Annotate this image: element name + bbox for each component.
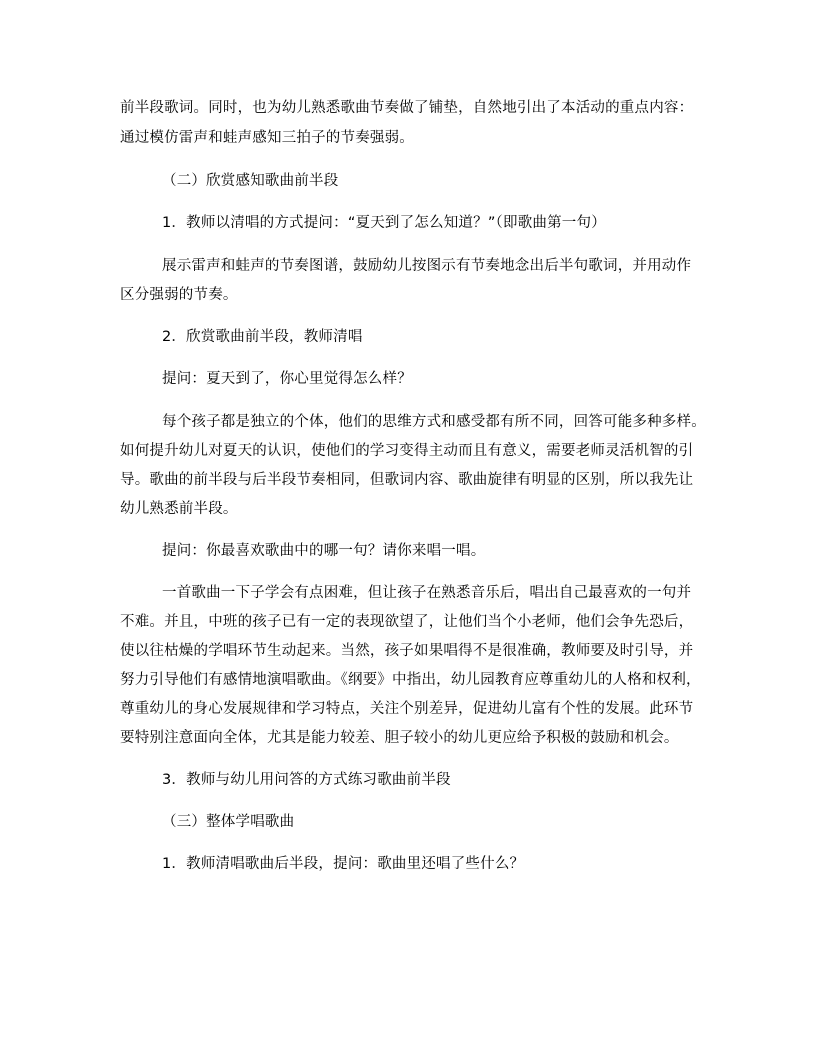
paragraph-line: 幼儿熟悉前半段。 xyxy=(120,501,238,517)
paragraph-line: 导。歌曲的前半段与后半段节奏相同，但歌词内容、歌曲旋律有明显的区别，所以我先让 xyxy=(120,472,694,488)
paragraph-line: 提问：夏天到了，你心里觉得怎么样？ xyxy=(162,371,412,387)
paragraph-line: 每个孩子都是独立的个体，他们的思维方式和感受都有所不同，回答可能多种多样。 xyxy=(162,414,706,430)
paragraph-line: 如何提升幼儿对夏天的认识，使他们的学习变得主动而且有意义，需要老师灵活机智的引 xyxy=(120,443,694,459)
paragraph-line: 1．教师清唱歌曲后半段，提问：歌曲里还唱了些什么？ xyxy=(162,856,525,872)
paragraph-line: 一首歌曲一下子学会有点困难，但让孩子在熟悉音乐后，唱出自己最喜欢的一句并 xyxy=(162,585,692,601)
paragraph-line: 使以往枯燥的学唱环节生动起来。当然，孩子如果唱得不是很准确，教师要及时引导，并 xyxy=(120,643,694,659)
paragraph-line: 展示雷声和蛙声的节奏图谱，鼓励幼儿按图示有节奏地念出后半句歌词，并用动作 xyxy=(162,258,692,274)
paragraph-line: 通过模仿雷声和蛙声感知三拍子的节奏强弱。 xyxy=(120,130,414,146)
paragraph-line: 要特别注意面向全体，尤其是能力较差、胆子较小的幼儿更应给予积极的鼓励和机会。 xyxy=(120,730,679,746)
paragraph-line: 前半段歌词。同时，也为幼儿熟悉歌曲节奏做了铺垫，自然地引出了本活动的重点内容： xyxy=(120,100,694,116)
paragraph-line: 努力引导他们有感情地演唱歌曲。《纲要》中指出，幼儿园教育应尊重幼儿的人格和权利， xyxy=(120,672,701,688)
paragraph-line: 尊重幼儿的身心发展规律和学习特点，关注个别差异，促进幼儿富有个性的发展。此环节 xyxy=(120,701,694,717)
paragraph-line: 1．教师以清唱的方式提问：“夏天到了怎么知道？”（即歌曲第一句） xyxy=(162,215,606,231)
paragraph-line: 3．教师与幼儿用问答的方式练习歌曲前半段 xyxy=(162,772,451,788)
paragraph-line: 2．欣赏歌曲前半段，教师清唱 xyxy=(162,329,363,345)
section-heading: （二）欣赏感知歌曲前半段 xyxy=(162,173,339,189)
section-heading: （三）整体学唱歌曲 xyxy=(162,814,295,830)
paragraph-line: 区分强弱的节奏。 xyxy=(120,287,238,303)
paragraph-line: 不难。并且，中班的孩子已有一定的表现欲望了，让他们当个小老师，他们会争先恐后， xyxy=(120,614,694,630)
paragraph-line: 提问：你最喜欢歌曲中的哪一句？请你来唱一唱。 xyxy=(162,543,486,559)
